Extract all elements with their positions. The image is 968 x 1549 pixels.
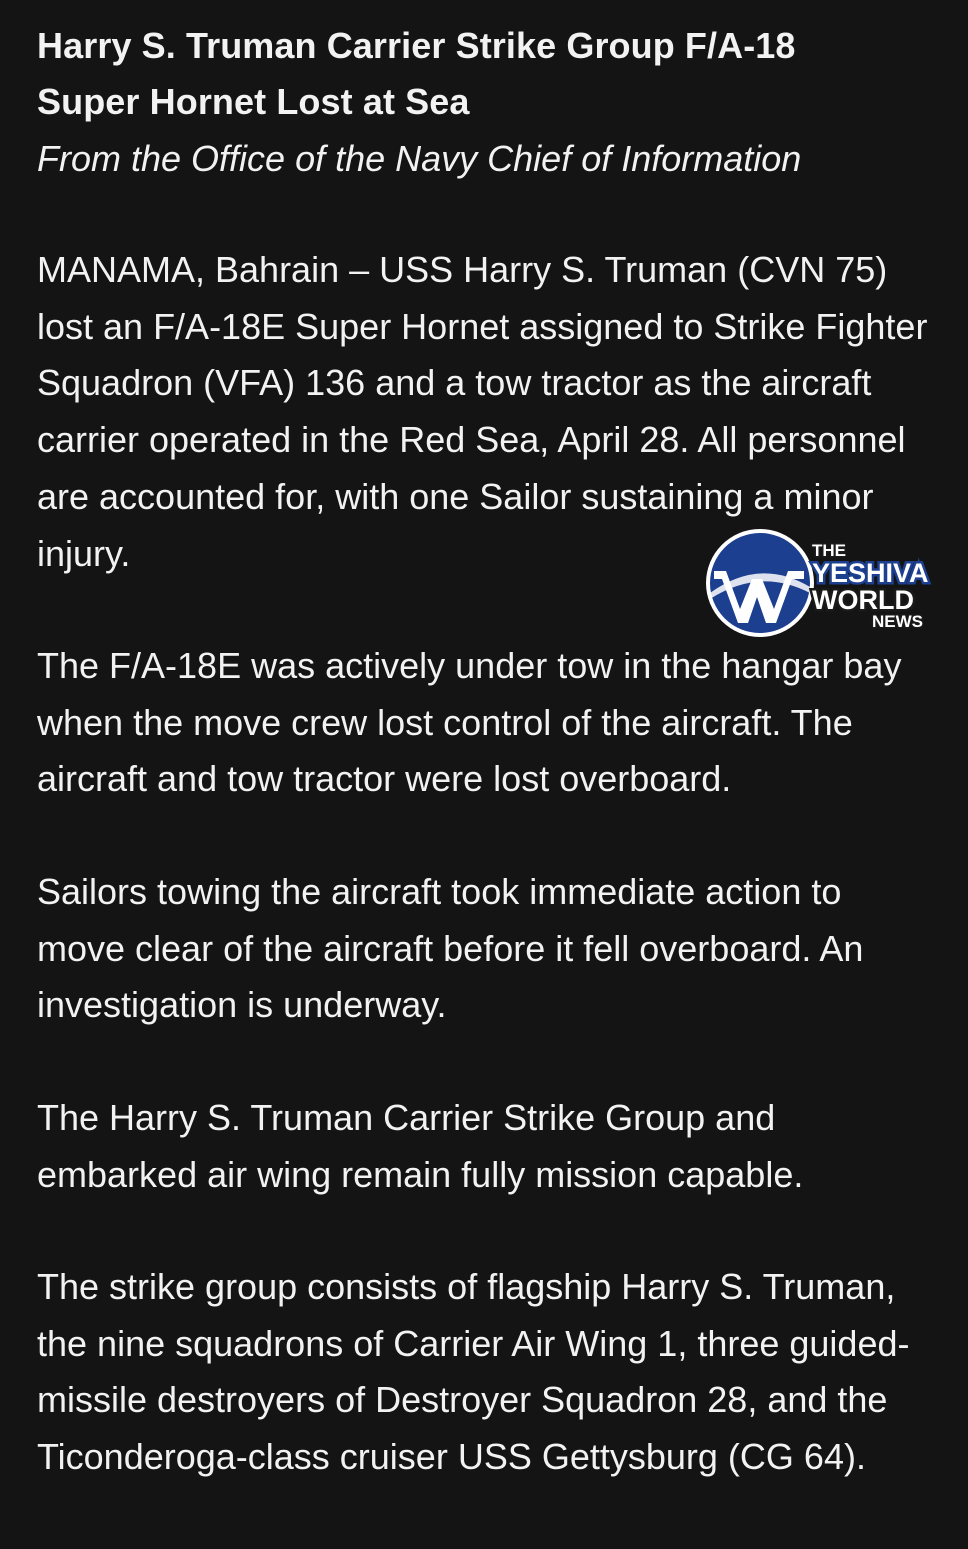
title-line-2: Super Hornet Lost at Sea bbox=[37, 81, 470, 122]
logo-text-world: WORLD bbox=[812, 585, 914, 615]
logo-text-yeshiva: YESHIVA bbox=[812, 558, 929, 588]
logo-graphic bbox=[704, 527, 944, 639]
article-subtitle: From the Office of the Navy Chief of Information bbox=[37, 138, 802, 179]
paragraph-2: The F/A-18E was actively under tow in the hangar bay when the move crew lost control of the aircraft. The aircraft and tow tractor were lost overboard. bbox=[37, 645, 902, 800]
title-line-1: Harry S. Truman Carrier Strike Group F/A-18 bbox=[37, 25, 796, 66]
logo-text-news: NEWS bbox=[872, 612, 923, 631]
paragraph-5: The strike group consists of flagship Harry S. Truman, the nine squadrons of Carrier Air Wing 1, three guided-missile destroyers of Destroyer Squadron 28, and the Ticonderoga-class cruiser USS Gettysburg (CG 64). bbox=[37, 1266, 910, 1478]
paragraph-1: MANAMA, Bahrain – USS Harry S. Truman (CVN 75) lost an F/A-18E Super Hornet assigned to Strike Fighter Squadron (VFA) 136 and a tow tractor as the aircraft carrier operated in the Red Sea, April 28. All personnel are accounted for, with one Sailor sustaining a minor injury. bbox=[37, 249, 928, 574]
article-title bbox=[37, 18, 937, 130]
logo-text-the: THE bbox=[812, 541, 846, 560]
paragraph-3: Sailors towing the aircraft took immediate action to move clear of the aircraft before it fell overboard. An investigation is underway. bbox=[37, 871, 864, 1026]
yeshiva-world-news-logo bbox=[704, 527, 944, 639]
paragraph-4: The Harry S. Truman Carrier Strike Group and embarked air wing remain fully mission capable. bbox=[37, 1097, 804, 1195]
